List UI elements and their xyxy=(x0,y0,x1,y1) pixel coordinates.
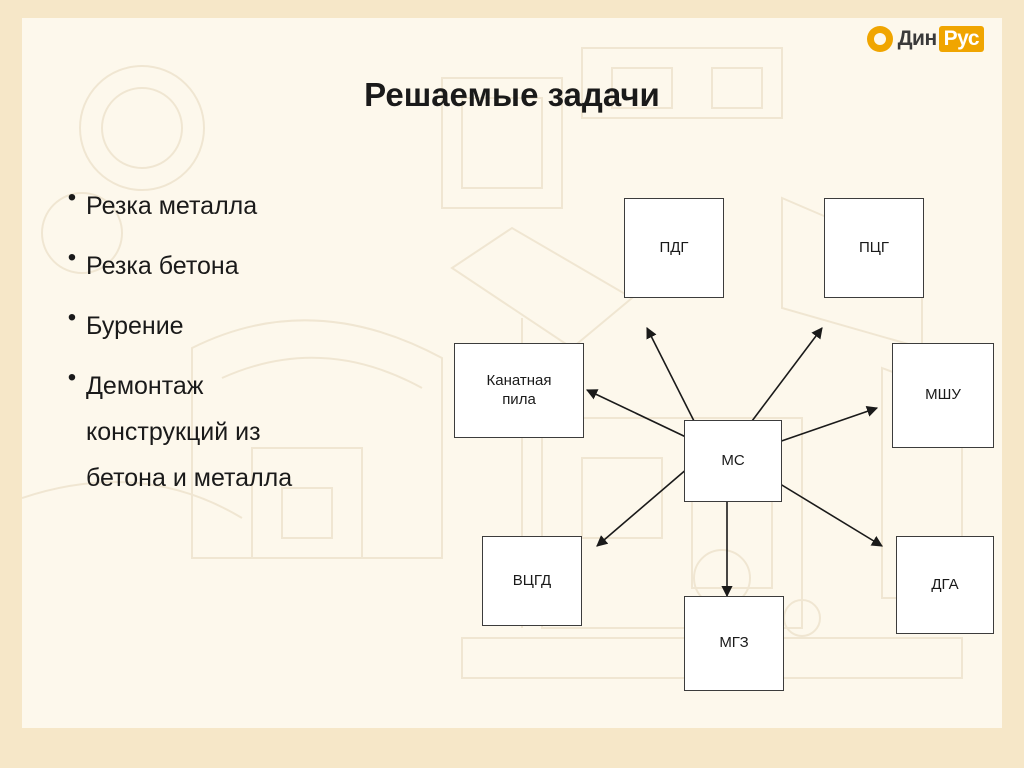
bullet-text: Резка бетона xyxy=(86,252,239,280)
list-item xyxy=(58,303,438,349)
node-ms[interactable]: МС xyxy=(684,420,782,502)
logo-text-right: Рус xyxy=(939,26,984,52)
bullet-text-continuation-1: конструкций из xyxy=(86,418,261,446)
node-kanatnaya-pila[interactable]: Канатная пила xyxy=(454,343,584,438)
bullet-text: Демонтаж xyxy=(86,372,204,400)
bullet-marker-icon: • xyxy=(67,244,77,271)
node-dga[interactable]: ДГА xyxy=(896,536,994,634)
list-item xyxy=(58,243,438,289)
bullet-marker-icon: • xyxy=(67,304,77,331)
node-mgz[interactable]: МГЗ xyxy=(684,596,784,691)
edge-ms-dga xyxy=(767,476,882,546)
bullet-list xyxy=(58,183,438,515)
bullet-text-continuation-2: бетона и металла xyxy=(86,464,293,492)
node-pcg[interactable]: ПЦГ xyxy=(824,198,924,298)
gear-logo-icon xyxy=(867,26,893,52)
list-item xyxy=(58,363,438,501)
bullet-text: Резка металла xyxy=(86,192,258,220)
bullet-text: Бурение xyxy=(86,312,184,340)
edge-ms-vcgd xyxy=(597,468,688,546)
list-item xyxy=(58,183,438,229)
node-vcgd[interactable]: ВЦГД xyxy=(482,536,582,626)
bullet-marker-icon: • xyxy=(67,364,77,391)
edge-ms-pdg xyxy=(647,328,695,423)
bullet-marker-icon: • xyxy=(67,184,77,211)
node-mshu[interactable]: МШУ xyxy=(892,343,994,448)
edge-ms-kanatnaya-pila xyxy=(587,390,688,438)
node-pdg[interactable]: ПДГ xyxy=(624,198,724,298)
page-title: Решаемые задачи xyxy=(364,76,660,113)
slide-panel xyxy=(22,18,1002,728)
diagram xyxy=(422,158,1002,708)
edge-ms-pcg xyxy=(752,328,822,421)
edge-ms-mshu xyxy=(767,408,877,446)
logo xyxy=(867,26,984,52)
bullet-text-group xyxy=(86,363,292,501)
logo-text-left: Дин xyxy=(897,27,937,50)
